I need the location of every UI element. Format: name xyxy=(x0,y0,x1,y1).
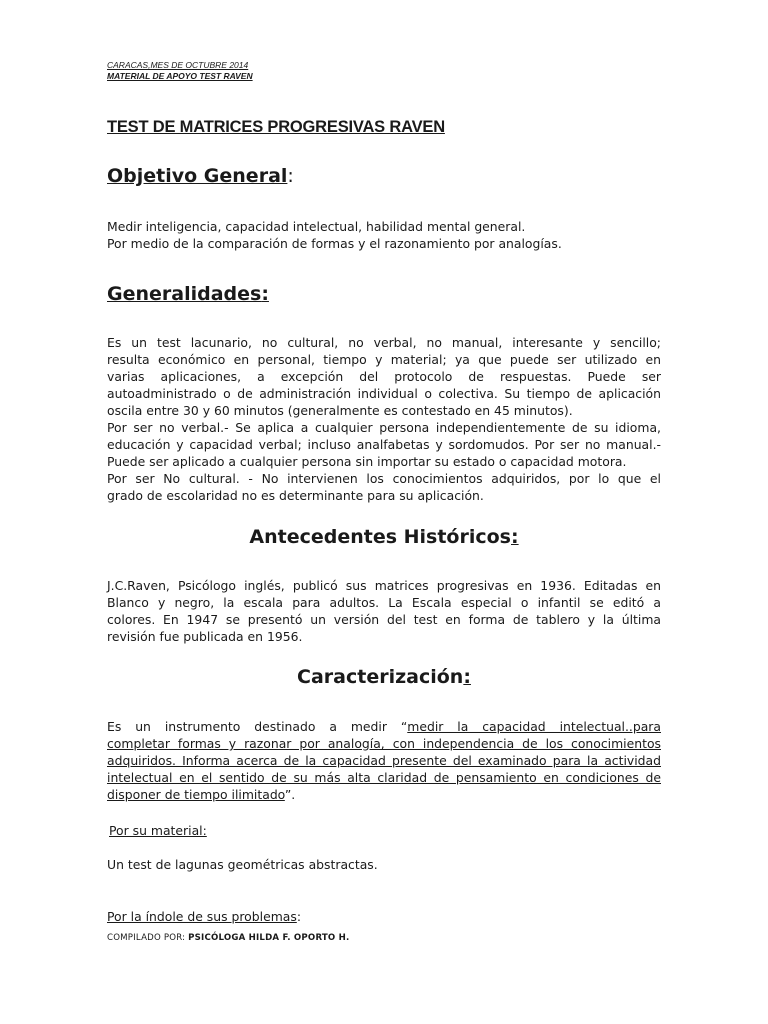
generalidades-line: grado de escolaridad no es determinante para su aplicación. xyxy=(107,488,484,503)
generalidades-line: varias aplicaciones, a excepción del protocolo de respuestas. Puede ser xyxy=(107,369,661,384)
header-date: CARACAS,MES DE OCTUBRE 2014 xyxy=(107,60,249,70)
objetivo-line: Por medio de la comparación de formas y el razonamiento por analogías. xyxy=(107,236,562,251)
caracterizacion-quote: adquiridos. Informa acerca de la capacidad presente del examinado para la actividad xyxy=(107,753,661,768)
generalidades-line: Por ser No cultural. - No intervienen los conocimientos adquiridos, por lo que el xyxy=(107,471,661,486)
material-label: Por su material: xyxy=(109,823,207,838)
caracterizacion-line xyxy=(107,718,661,735)
caracterizacion-quote: medir la capacidad intelectual..para xyxy=(407,719,661,734)
generalidades-line: oscila entre 30 y 60 minutos (generalmente es contestado en 45 minutos). xyxy=(107,403,573,418)
generalidades-line: Es un test lacunario, no cultural, no verbal, no manual, interesante y sencillo; xyxy=(107,335,661,350)
caracterizacion-paragraph xyxy=(107,718,661,803)
footer-compiled-by: COMPILADO POR: PSICÓLOGA HILDA F. OPORTO H. xyxy=(107,933,350,943)
antecedentes-paragraph xyxy=(107,577,661,645)
heading-antecedentes: Antecedentes Históricos: xyxy=(249,526,519,548)
generalidades-line: Puede ser aplicado a cualquier persona sin importar su estado o capacidad motora. xyxy=(107,454,627,469)
header-subtitle: MATERIAL DE APOYO TEST RAVEN xyxy=(107,71,253,81)
document-title: TEST DE MATRICES PROGRESIVAS RAVEN xyxy=(107,118,445,136)
caracterizacion-line xyxy=(107,786,661,803)
generalidades-paragraph xyxy=(107,334,661,504)
heading-generalidades: Generalidades: xyxy=(107,283,269,305)
caracterizacion-quote: completar formas y razonar por analogía, con independencia de los conocimientos xyxy=(107,736,661,751)
caracterizacion-quote: intelectual en el sentido de su más alta claridad de pensamiento en condiciones de xyxy=(107,770,661,785)
footer-author: PSICÓLOGA HILDA F. OPORTO H. xyxy=(188,933,350,943)
heading-caracterizacion: Caracterización: xyxy=(297,666,471,688)
indole-label: Por la índole de sus problemas: xyxy=(107,909,301,924)
generalidades-line: resulta económico en personal, tiempo y material; ya que puede ser utilizado en xyxy=(107,352,661,367)
caracterizacion-quote: disponer de tiempo ilimitado xyxy=(107,787,285,802)
antecedentes-line: J.C.Raven, Psicólogo inglés, publicó sus matrices progresivas en 1936. Editadas en xyxy=(107,578,661,593)
objetivo-line: Medir inteligencia, capacidad intelectual, habilidad mental general. xyxy=(107,219,526,234)
antecedentes-line: colores. En 1947 se presentó un versión del test en forma de tablero y la última xyxy=(107,612,661,627)
objetivo-paragraph xyxy=(107,218,661,252)
material-text: Un test de lagunas geométricas abstractas. xyxy=(107,857,378,872)
antecedentes-line: revisión fue publicada en 1956. xyxy=(107,629,303,644)
caracterizacion-closing: ”. xyxy=(284,787,296,802)
generalidades-line: Por ser no verbal.- Se aplica a cualquier persona independientemente de su idioma, xyxy=(107,420,661,435)
generalidades-line: educación y capacidad verbal; incluso analfabetas y sordomudos. Por ser no manual.- xyxy=(107,437,661,452)
generalidades-line: autoadministrado o de administración individual o colectiva. Su tiempo de aplicación xyxy=(107,386,661,401)
heading-objetivo: Objetivo General: xyxy=(107,165,294,187)
antecedentes-line: Blanco y negro, la escala para adultos. La Escala especial o infantil se editó a xyxy=(107,595,661,610)
caracterizacion-intro: Es un instrumento destinado a medir “ xyxy=(107,719,408,734)
